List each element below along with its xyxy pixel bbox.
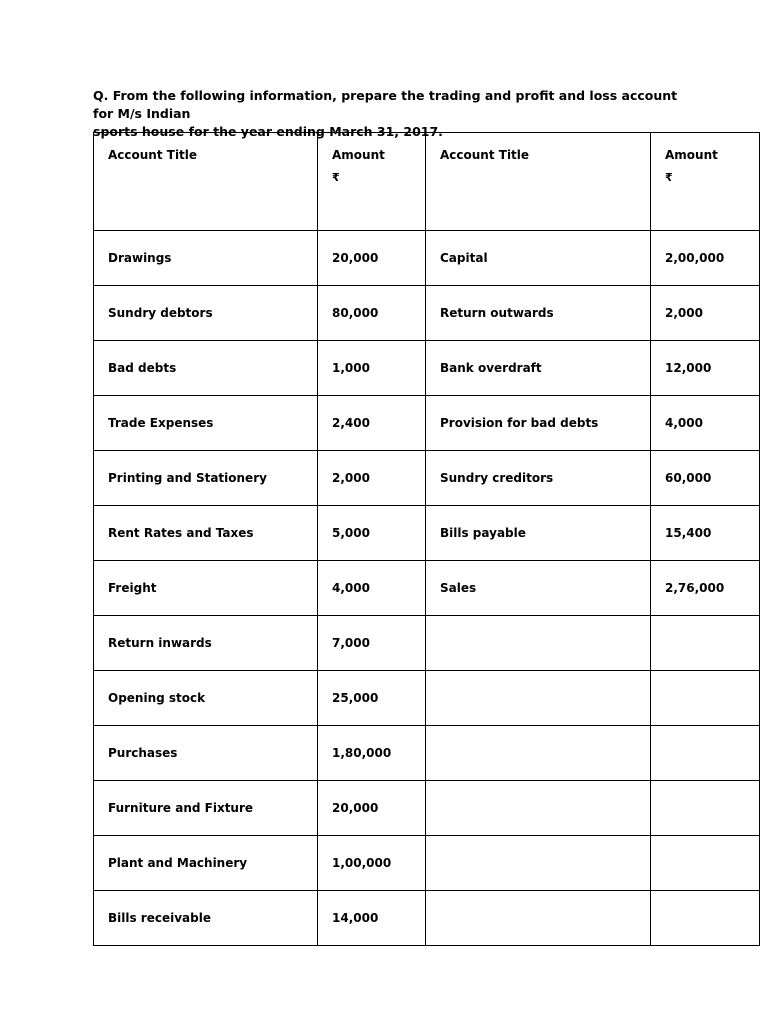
rupee-symbol: ₹ (332, 171, 340, 184)
header-label: Amount (332, 148, 385, 162)
header-label: Amount (665, 148, 718, 162)
credit-account-title (426, 836, 651, 891)
table-row (94, 616, 760, 671)
table-row (94, 561, 760, 616)
credit-amount (651, 891, 760, 946)
debit-amount: 1,00,000 (318, 836, 426, 891)
credit-account-title (426, 616, 651, 671)
table-header-row (94, 133, 760, 231)
header-amount-right (651, 133, 760, 231)
table-row (94, 671, 760, 726)
credit-amount (651, 726, 760, 781)
debit-account-title: Bills receivable (94, 891, 318, 946)
debit-account-title: Sundry debtors (94, 286, 318, 341)
debit-account-title: Purchases (94, 726, 318, 781)
debit-account-title: Rent Rates and Taxes (94, 506, 318, 561)
debit-account-title: Opening stock (94, 671, 318, 726)
account-table-body (94, 133, 760, 946)
table-row (94, 506, 760, 561)
credit-account-title: Sales (426, 561, 651, 616)
credit-account-title: Return outwards (426, 286, 651, 341)
debit-account-title: Drawings (94, 231, 318, 286)
debit-amount: 2,000 (318, 451, 426, 506)
credit-account-title: Bank overdraft (426, 341, 651, 396)
debit-amount: 4,000 (318, 561, 426, 616)
table-row (94, 781, 760, 836)
debit-amount: 14,000 (318, 891, 426, 946)
debit-account-title: Bad debts (94, 341, 318, 396)
credit-amount (651, 781, 760, 836)
debit-amount: 25,000 (318, 671, 426, 726)
debit-account-title: Furniture and Fixture (94, 781, 318, 836)
header-account-title-right (426, 133, 651, 231)
credit-amount: 2,000 (651, 286, 760, 341)
debit-account-title: Trade Expenses (94, 396, 318, 451)
credit-account-title (426, 726, 651, 781)
debit-amount: 7,000 (318, 616, 426, 671)
credit-account-title: Provision for bad debts (426, 396, 651, 451)
debit-amount: 20,000 (318, 231, 426, 286)
credit-account-title: Capital (426, 231, 651, 286)
credit-amount: 4,000 (651, 396, 760, 451)
table-row (94, 231, 760, 286)
credit-account-title: Sundry creditors (426, 451, 651, 506)
credit-account-title (426, 671, 651, 726)
credit-account-title: Bills payable (426, 506, 651, 561)
header-account-title-left (94, 133, 318, 231)
table-row (94, 836, 760, 891)
debit-amount: 2,400 (318, 396, 426, 451)
debit-account-title: Printing and Stationery (94, 451, 318, 506)
credit-amount: 60,000 (651, 451, 760, 506)
credit-amount (651, 671, 760, 726)
header-amount-left (318, 133, 426, 231)
credit-amount: 15,400 (651, 506, 760, 561)
table-row (94, 396, 760, 451)
question-line-2: sports house for the year ending March 31, 2017. (93, 124, 443, 139)
table-row (94, 891, 760, 946)
credit-account-title (426, 781, 651, 836)
debit-amount: 20,000 (318, 781, 426, 836)
credit-amount: 12,000 (651, 341, 760, 396)
debit-amount: 1,80,000 (318, 726, 426, 781)
credit-amount: 2,00,000 (651, 231, 760, 286)
credit-amount (651, 616, 760, 671)
table-row (94, 451, 760, 506)
credit-account-title (426, 891, 651, 946)
rupee-symbol: ₹ (665, 171, 673, 184)
table-row (94, 726, 760, 781)
debit-account-title: Return inwards (94, 616, 318, 671)
table-row (94, 341, 760, 396)
header-label: Account Title (440, 148, 530, 162)
credit-amount: 2,76,000 (651, 561, 760, 616)
header-label: Account Title (108, 148, 198, 162)
table-row (94, 286, 760, 341)
credit-amount (651, 836, 760, 891)
question-line-1: Q. From the following information, prepare the trading and profit and loss account for M/s Indian (93, 88, 678, 121)
debit-amount: 80,000 (318, 286, 426, 341)
account-table (93, 132, 760, 946)
debit-amount: 5,000 (318, 506, 426, 561)
debit-account-title: Freight (94, 561, 318, 616)
debit-amount: 1,000 (318, 341, 426, 396)
debit-account-title: Plant and Machinery (94, 836, 318, 891)
